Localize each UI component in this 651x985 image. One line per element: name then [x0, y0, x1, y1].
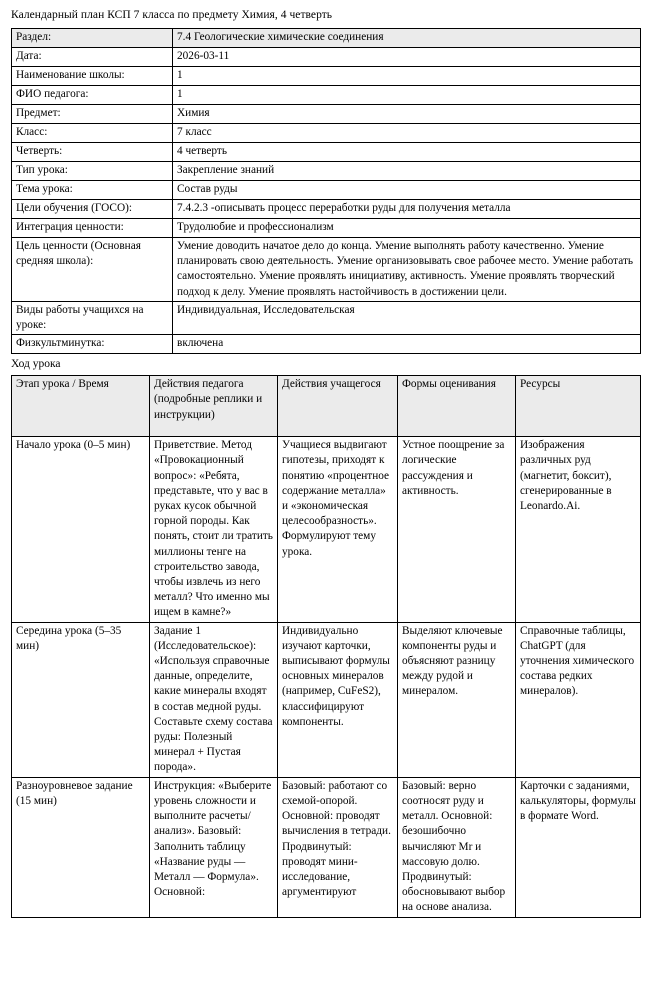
cell-stage: Разноуровневое задание (15 мин) [12, 777, 150, 917]
info-row-label: Тема урока: [12, 181, 173, 200]
info-row-value: Индивидуальная, Исследовательская [173, 301, 641, 334]
table-row [12, 29, 641, 48]
cell-teacher-actions: Инструкция: «Выберите уровень сложности и выполните расчеты/анализ». Базовый: Заполнить таблицу «Название руды — Металл — Формула». Основной: [150, 777, 278, 917]
lesson-flow-table [11, 375, 641, 917]
info-row-label: Четверть: [12, 143, 173, 162]
info-row-label: Дата: [12, 48, 173, 67]
table-row [12, 777, 641, 917]
info-row-value: 1 [173, 86, 641, 105]
table-row [12, 86, 641, 105]
info-row-label: Раздел: [12, 29, 173, 48]
table-row [12, 238, 641, 302]
column-header-student: Действия учащегося [278, 376, 398, 437]
info-row-label: Тип урока: [12, 162, 173, 181]
info-row-value: Трудолюбие и профессионализм [173, 219, 641, 238]
info-row-label: ФИО педагога: [12, 86, 173, 105]
column-header-resources: Ресурсы [516, 376, 641, 437]
table-row [12, 105, 641, 124]
cell-assessment-forms: Устное поощрение за логические рассуждения и активность. [398, 437, 516, 622]
cell-student-actions: Индивидуально изучают карточки, выписывают формулы основных минералов (например, CuFeS2), классифицируют компоненты. [278, 622, 398, 777]
info-row-value: 4 четверть [173, 143, 641, 162]
lesson-flow-heading: Ход урока [11, 358, 61, 371]
table-row [12, 301, 641, 334]
column-header-assessment: Формы оценивания [398, 376, 516, 437]
cell-student-actions: Базовый: работают со схемой-опорой. Основной: проводят вычисления в тетради. Продвинутый: проводят мини-исследование, аргументируют [278, 777, 398, 917]
info-row-value: 7 класс [173, 124, 641, 143]
table-row [12, 622, 641, 777]
info-row-label: Цель ценности (Основная средняя школа): [12, 238, 173, 302]
column-header-stage: Этап урока / Время [12, 376, 150, 437]
page-title: Календарный план КСП 7 класса по предмету Химия, 4 четверть [11, 9, 333, 21]
table-row [12, 200, 641, 219]
table-row [12, 335, 641, 354]
info-row-value: Умение доводить начатое дело до конца. Умение выполнять работу качественно. Умение планировать свою деятельность. Умение организовывать свое рабочее место. Умение работать самостоятельно. Умение проявлять инициативу, активность. Умение проявлять творческий подход к делу. Умение проявлять настойчивость в достижении цели. [173, 238, 641, 302]
info-row-value: 1 [173, 67, 641, 86]
table-row [12, 143, 641, 162]
table-row [12, 124, 641, 143]
table-row [12, 437, 641, 622]
lesson-flow-table-head [12, 376, 641, 437]
column-header-teacher: Действия педагога (подробные реплики и инструкции) [150, 376, 278, 437]
lesson-flow-table-body [12, 437, 641, 917]
table-header-row [12, 376, 641, 437]
table-row [12, 67, 641, 86]
cell-resources: Изображения различных руд (магнетит, боксит), сгенерированные в Leonardo.Ai. [516, 437, 641, 622]
info-row-label: Цели обучения (ГОСО): [12, 200, 173, 219]
cell-stage: Середина урока (5–35 мин) [12, 622, 150, 777]
info-row-value: 2026-03-11 [173, 48, 641, 67]
info-row-value: 7.4 Геологические химические соединения [173, 29, 641, 48]
info-row-label: Интеграция ценности: [12, 219, 173, 238]
table-row [12, 181, 641, 200]
info-row-value: Состав руды [173, 181, 641, 200]
cell-assessment-forms: Выделяют ключевые компоненты руды и объясняют разницу между рудой и минералом. [398, 622, 516, 777]
info-row-value: Закрепление знаний [173, 162, 641, 181]
cell-student-actions: Учащиеся выдвигают гипотезы, приходят к понятию «процентное содержание металла» и «экономическая целесообразность». Формулируют тему урока. [278, 437, 398, 622]
info-row-label: Физкультминутка: [12, 335, 173, 354]
info-row-label: Предмет: [12, 105, 173, 124]
cell-teacher-actions: Приветствие. Метод «Провокационный вопрос»: «Ребята, представьте, что у вас в руках кусок обычной горной породы. Как понять, стоит ли тратить миллионы тенге на строительство завода, чтобы извлечь из него металл? Что именно мы ищем в камне?» [150, 437, 278, 622]
table-row [12, 219, 641, 238]
lesson-info-table-body [12, 29, 641, 354]
cell-assessment-forms: Базовый: верно соотносят руду и металл. Основной: безошибочно вычисляют Mr и массовую долю. Продвинутый: обосновывают выбор на основе анализа. [398, 777, 516, 917]
cell-resources: Карточки с заданиями, калькуляторы, формулы в формате Word. [516, 777, 641, 917]
info-row-value: Химия [173, 105, 641, 124]
table-row [12, 162, 641, 181]
cell-stage: Начало урока (0–5 мин) [12, 437, 150, 622]
info-row-label: Класс: [12, 124, 173, 143]
cell-teacher-actions: Задание 1 (Исследовательское): «Используя справочные данные, определите, какие минералы входят в состав медной руды. Составьте схему состава руды: Полезный минерал + Пустая порода». [150, 622, 278, 777]
info-row-label: Виды работы учащихся на уроке: [12, 301, 173, 334]
cell-resources: Справочные таблицы, ChatGPT (для уточнения химического состава редких минералов). [516, 622, 641, 777]
info-row-value: 7.4.2.3 -описывать процесс переработки руды для получения металла [173, 200, 641, 219]
info-row-value: включена [173, 335, 641, 354]
lesson-info-table [11, 28, 641, 354]
table-row [12, 48, 641, 67]
info-row-label: Наименование школы: [12, 67, 173, 86]
